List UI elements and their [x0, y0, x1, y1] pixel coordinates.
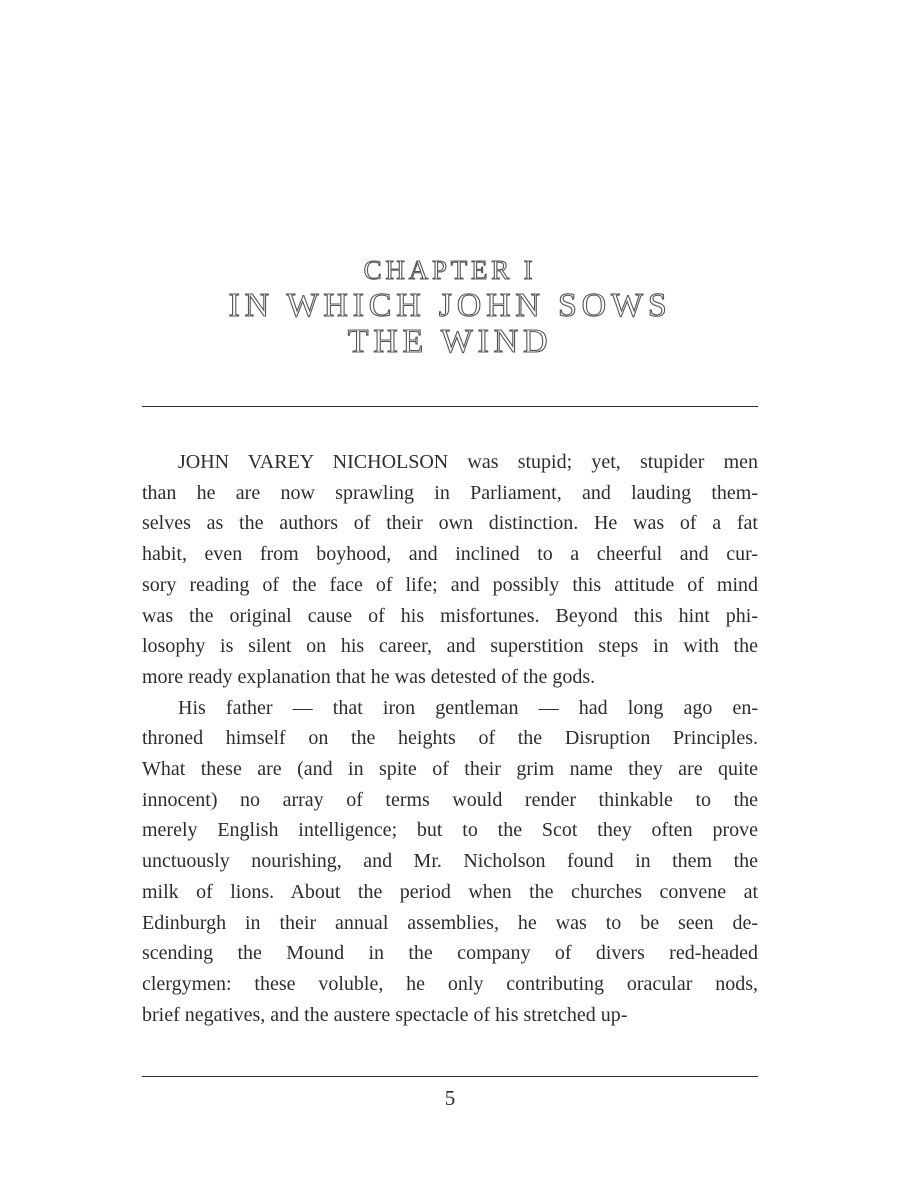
text-line: scending the Mound in the company of divers red-headed — [142, 942, 758, 965]
text-line: clergymen: these voluble, he only contributing oracular nods, — [142, 972, 758, 995]
text-line: What these are (and in spite of their grim name they are quite — [142, 758, 758, 781]
paragraph — [142, 693, 758, 1031]
text-line: sory reading of the face of life; and possibly this attitude of mind — [142, 573, 758, 596]
text-line: than he are now sprawling in Parliament, and lauding them- — [142, 481, 758, 504]
chapter-title-line-1: IN WHICH JOHN SOWS — [228, 287, 672, 324]
text-line: merely English intelligence; but to the Scot they often prove — [142, 819, 758, 842]
header-divider-rule — [142, 406, 758, 407]
chapter-title-block — [142, 0, 758, 360]
text-line: milk of lions. About the period when the churches convene at — [142, 880, 758, 903]
text-line: JOHN VAREY NICHOLSON was stupid; yet, stupider men — [178, 451, 758, 473]
chapter-title-line-2: THE WIND — [347, 323, 553, 360]
text-line: throned himself on the heights of the Disruption Principles. — [142, 727, 758, 750]
page-number: 5 — [444, 1086, 456, 1111]
body-text — [142, 447, 758, 1030]
paragraph — [142, 447, 758, 693]
text-line: selves as the authors of their own distinction. He was of a fat — [142, 512, 758, 535]
text-line: brief negatives, and the austere spectacle of his stretched up- — [142, 1003, 628, 1026]
footer-divider-rule — [142, 1076, 758, 1077]
text-line: innocent) no array of terms would render thinkable to the — [142, 788, 758, 811]
page-content — [142, 0, 758, 1111]
text-line: more ready explanation that he was detested of the gods. — [142, 665, 596, 688]
chapter-number-heading: CHAPTER I — [363, 255, 537, 285]
text-line: unctuously nourishing, and Mr. Nicholson found in them the — [142, 850, 758, 873]
text-line: habit, even from boyhood, and inclined to a cheerful and cur- — [142, 543, 758, 566]
text-line: was the original cause of his misfortunes. Beyond this hint phi- — [142, 604, 758, 627]
text-line: Edinburgh in their annual assemblies, he was to be seen de- — [142, 911, 758, 934]
text-line: His father — that iron gentleman — had long ago en- — [178, 696, 758, 719]
text-line: losophy is silent on his career, and superstition steps in with the — [142, 635, 758, 658]
